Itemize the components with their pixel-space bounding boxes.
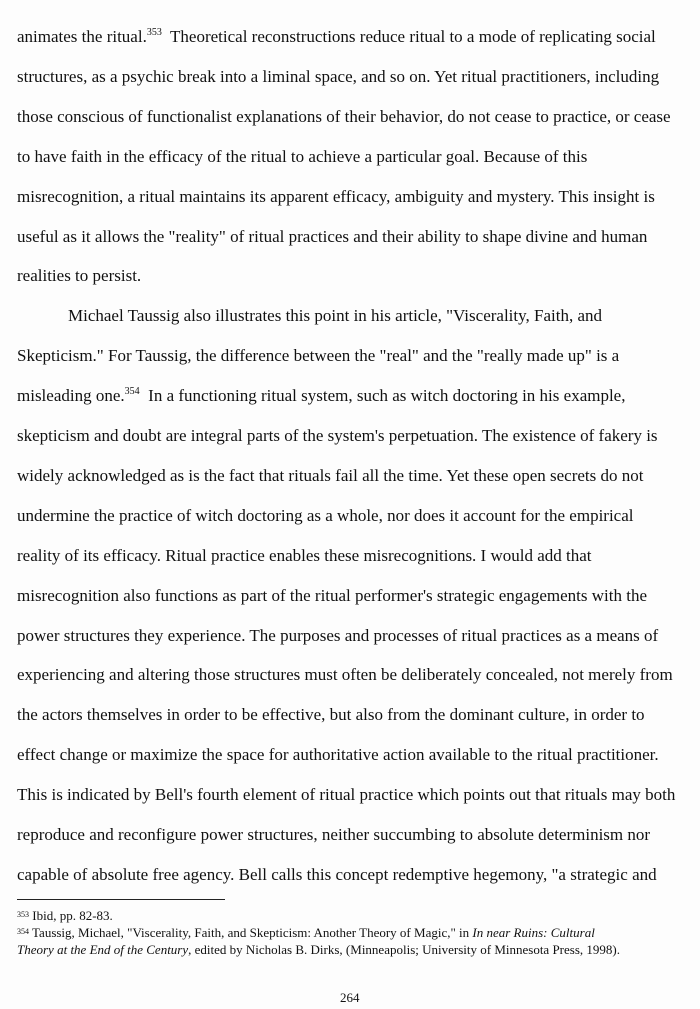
text-line: power structures they experience. The purposes and processes of ritual practices as a means of [17, 625, 659, 645]
page-number: 264 [340, 990, 360, 1005]
text-line: Skepticism." For Taussig, the difference between the "real" and the "really made up" is a [17, 346, 620, 366]
text-line: Michael Taussig also illustrates this point in his article, "Viscerality, Faith, and [68, 306, 602, 326]
footnote-354 [17, 925, 595, 941]
text-line: skepticism and doubt are integral parts of the system's perpetuation. The existence of fakery is [17, 426, 658, 445]
text-line: useful as it allows the "reality" of ritual practices and their ability to shape divine and human [17, 226, 648, 246]
text-line: capable of absolute free agency. Bell calls this concept redemptive hegemony, "a strategic and [17, 864, 657, 884]
footnote-text: , edited by Nicholas B. Dirks, (Minneapolis; University of Minnesota Press, 1998). [188, 942, 620, 957]
footnote-text: Taussig, Michael, "Viscerality, Faith, and Skepticism: Another Theory of Magic," in [29, 925, 473, 940]
text-line: This is indicated by Bell's fourth element of ritual practice which points out that rituals may both [17, 785, 676, 805]
text-line: widely acknowledged as is the fact that rituals fail all the time. Yet these open secrets do not [17, 465, 644, 485]
text-line: misrecognition, a ritual maintains its apparent efficacy, ambiguity and mystery. This insight is [17, 186, 655, 206]
footnote-ref: 353 [146, 27, 162, 38]
text-line: misleading one.$^{354}$ In a functioning ritual system, such as witch doctoring in his example, [17, 386, 626, 406]
text-line: undermine the practice of witch doctoring as a whole, nor does it account for the empirical [17, 505, 634, 525]
footnote-number: 354 [17, 927, 29, 936]
text-line: reality of its efficacy. Ritual practice enables these misrecognitions. I would add that [17, 545, 592, 565]
footnote-title: In near Ruins: Cultural [472, 925, 595, 940]
text-line: to have faith in the efficacy of the ritual to achieve a particular goal. Because of this [17, 146, 588, 166]
text-line: effect change or maximize the space for authoritative action available to the ritual practitioner. [17, 745, 659, 765]
footnote-number: 353 [17, 910, 29, 919]
text-line: reproduce and reconfigure power structures, neither succumbing to absolute determinism nor [17, 825, 651, 844]
footnote-354-cont [17, 942, 620, 958]
footnote-ref: 354 [124, 386, 140, 398]
text-line: misrecognition also functions as part of the ritual performer's strategic engagements with the [17, 585, 647, 605]
footnote-text: Ibid, pp. 82-83. [29, 908, 113, 923]
footnote-353 [17, 908, 113, 924]
text-line: structures, as a psychic break into a liminal space, and so on. Yet ritual practitioners, including [17, 66, 660, 86]
text-line: animates the ritual.$^{353}$ Theoretical reconstructions reduce ritual to a mode of replicating social [17, 27, 656, 46]
text-line: those conscious of functionalist explanations of their behavior, do not cease to practice, or cease [17, 106, 671, 126]
text-line: experiencing and altering those structures must often be deliberately concealed, not merely from [17, 665, 673, 685]
text-line: realities to persist. [17, 266, 142, 286]
footnote-divider [17, 899, 225, 900]
text-line: the actors themselves in order to be effective, but also from the dominant culture, in order to [17, 705, 645, 725]
footnote-title: Theory at the End of the Century [17, 942, 189, 957]
